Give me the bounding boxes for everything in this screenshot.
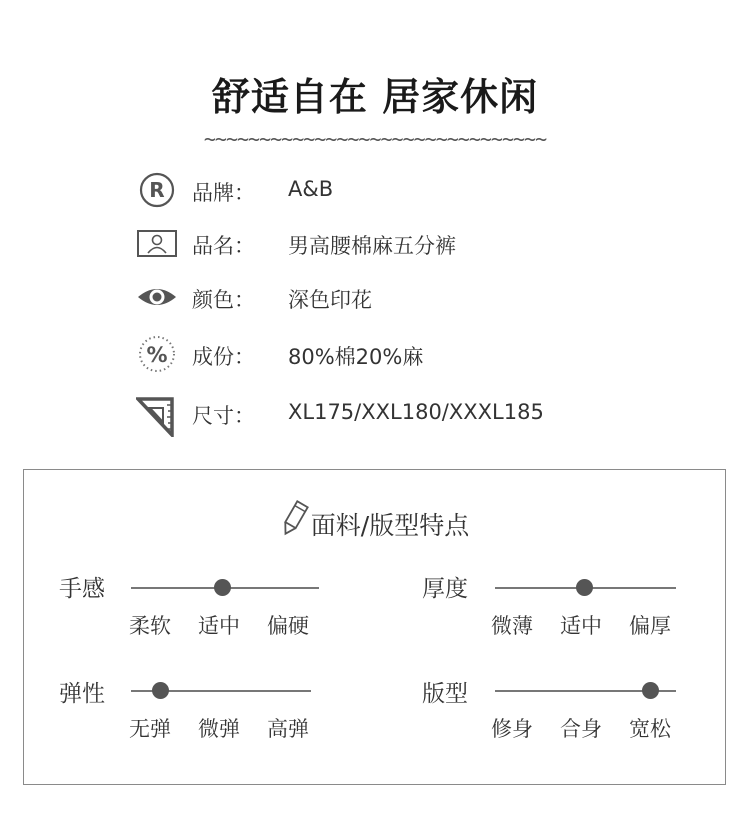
scale-option: 偏厚 (629, 614, 671, 638)
svg-text:%: % (146, 343, 168, 367)
panel-title-text: 面料/版型特点 (310, 511, 470, 540)
scale-option: 合身 (560, 717, 602, 741)
spec-value: 深色印花 (288, 288, 372, 312)
registered-icon (136, 170, 178, 210)
spec-value: 80%棉20%麻 (288, 345, 424, 369)
percent-icon (136, 334, 178, 374)
scale-option: 宽松 (629, 717, 671, 741)
svg-text:R: R (149, 178, 165, 202)
fabric-feature-panel (23, 469, 726, 785)
spec-row-brand (136, 170, 696, 210)
scale-option: 微弹 (198, 717, 240, 741)
pencil-icon (279, 500, 309, 544)
eye-icon (136, 277, 178, 317)
scale-indicator-dot (214, 579, 231, 596)
spec-label: 成份： (192, 345, 255, 369)
spec-value: XL175/XXL180/XXXL185 (288, 400, 544, 424)
panel-title (24, 500, 724, 544)
scale-indicator-dot (152, 682, 169, 699)
tilde-divider: ~~~~~~~~~~~~~~~~~~~~~~~~~~~~~~~ (203, 127, 547, 151)
scale-option: 无弹 (129, 717, 171, 741)
spec-label: 品牌： (192, 181, 255, 205)
spec-value: 男高腰棉麻五分裤 (288, 234, 456, 258)
scale-option: 高弹 (267, 717, 309, 741)
spec-row-color (136, 277, 696, 317)
spec-value: A&B (288, 177, 334, 201)
scale-label: 版型 (422, 681, 468, 707)
product-card-icon (136, 223, 178, 263)
scale-option: 柔软 (129, 614, 171, 638)
scale-option: 微薄 (491, 614, 533, 638)
scale-indicator-dot (642, 682, 659, 699)
scale-option: 偏硬 (267, 614, 309, 638)
spec-row-composition (136, 334, 696, 374)
spec-label: 颜色： (192, 288, 255, 312)
scale-option: 适中 (560, 614, 602, 638)
scale-label: 弹性 (59, 681, 105, 707)
ruler-triangle-icon (136, 393, 178, 433)
spec-label: 尺寸： (192, 404, 255, 428)
scale-option: 适中 (198, 614, 240, 638)
scale-indicator-dot (576, 579, 593, 596)
scale-option: 修身 (491, 717, 533, 741)
scale-label: 厚度 (422, 576, 468, 602)
scale-label: 手感 (59, 576, 105, 602)
spec-row-product-name (136, 223, 696, 263)
page-title: 舒适自在 居家休闲 (211, 74, 539, 119)
spec-label: 品名： (192, 234, 255, 258)
spec-row-size (136, 393, 696, 433)
